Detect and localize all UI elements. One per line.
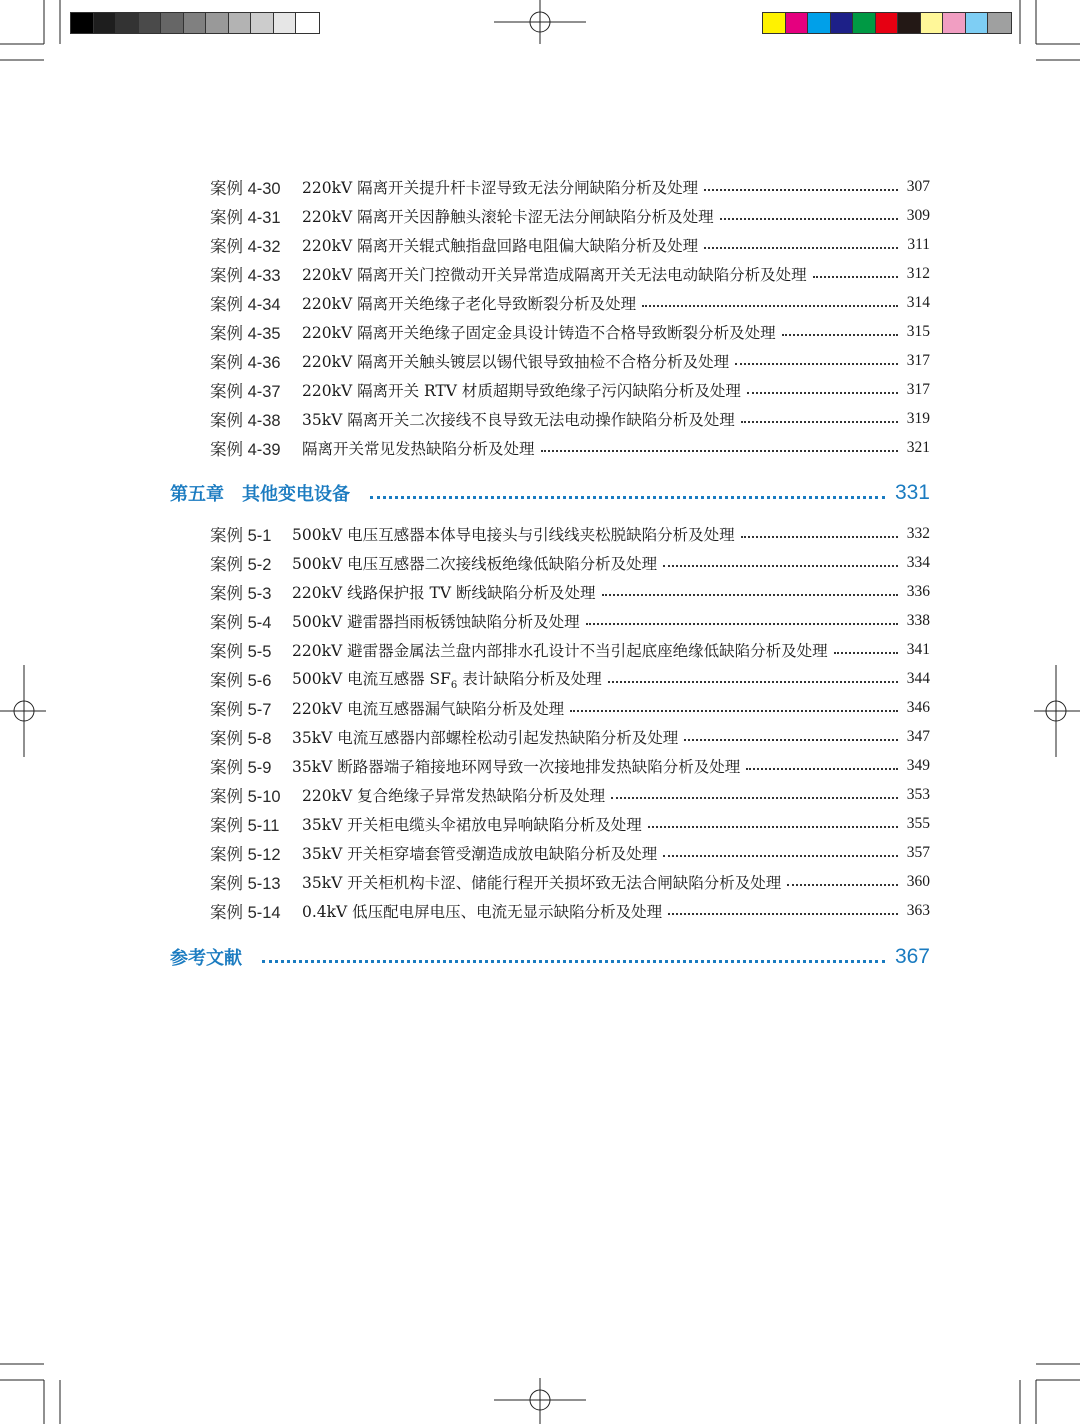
- case-number: 案例 5-9: [210, 759, 272, 777]
- page-number: 311: [907, 236, 930, 253]
- references-title: 参考文献: [170, 948, 242, 969]
- dot-leader: [586, 623, 898, 625]
- case-number: 案例 5-7: [210, 701, 272, 719]
- toc-entry[interactable]: [210, 638, 930, 662]
- toc-entry[interactable]: [210, 841, 930, 865]
- toc-entry[interactable]: [210, 349, 930, 373]
- page-number: 309: [906, 207, 930, 224]
- case-title: 35kV 电流互感器内部螺栓松动引起发热缺陷分析及处理: [292, 729, 679, 747]
- page-number: 317: [906, 352, 930, 369]
- toc-entry[interactable]: [210, 580, 930, 604]
- case-title: 220kV 隔离开关触头镀层以锡代银导致抽检不合格分析及处理: [302, 353, 730, 371]
- toc-entry[interactable]: [210, 696, 930, 720]
- case-title: 500kV 电压互感器二次接线板绝缘低缺陷分析及处理: [292, 555, 658, 573]
- case-number: 案例 4-33: [210, 267, 281, 285]
- dot-leader: [747, 392, 898, 394]
- case-title: [292, 667, 602, 691]
- case-number: 案例 5-10: [210, 788, 281, 806]
- dot-leader: [746, 768, 898, 770]
- page-number: 321: [906, 439, 930, 456]
- dot-leader: [704, 247, 898, 249]
- dot-leader: [668, 913, 898, 915]
- registration-mark-left: [0, 665, 46, 757]
- case-title: 220kV 隔离开关绝缘子固定金具设计铸造不合格导致断裂分析及处理: [302, 324, 776, 342]
- chapter-heading[interactable]: [170, 478, 930, 508]
- page-number: 312: [906, 265, 930, 282]
- chapter-page-number: 331: [894, 481, 930, 504]
- case-title: 35kV 断路器端子箱接地环网导致一次接地排发热缺陷分析及处理: [292, 758, 741, 776]
- page-number: 344: [906, 670, 930, 687]
- case-number: 案例 4-31: [210, 209, 281, 227]
- case-title: 220kV 隔离开关提升杆卡涩导致无法分闸缺陷分析及处理: [302, 179, 699, 197]
- dot-leader: [608, 681, 898, 683]
- page-number: 353: [906, 786, 930, 803]
- toc-entry[interactable]: [210, 175, 930, 199]
- case-number: 案例 5-13: [210, 875, 281, 893]
- page-number: 349: [906, 757, 930, 774]
- case-title: 35kV 隔离开关二次接线不良导致无法电动操作缺陷分析及处理: [302, 411, 735, 429]
- toc-entry[interactable]: [210, 291, 930, 315]
- page-number: 346: [906, 699, 930, 716]
- case-title: 220kV 隔离开关因静触头滚轮卡涩无法分闸缺陷分析及处理: [302, 208, 714, 226]
- dot-leader: [735, 363, 898, 365]
- case-title-part: 500kV 电流互感器 SF: [292, 669, 451, 688]
- toc-entry[interactable]: [210, 320, 930, 344]
- registration-mark-right: [1034, 665, 1080, 757]
- dot-leader: [648, 826, 898, 828]
- dot-leader: [541, 450, 898, 452]
- subscript: 6: [450, 680, 458, 692]
- case-number: 案例 5-3: [210, 585, 272, 603]
- case-number: 案例 4-32: [210, 238, 281, 256]
- case-title: 35kV 开关柜电缆头伞裙放电异响缺陷分析及处理: [302, 816, 642, 834]
- toc-entry[interactable]: [210, 407, 930, 431]
- references-page-number: 367: [894, 945, 930, 968]
- dot-leader: [684, 739, 898, 741]
- page-number: 315: [906, 323, 930, 340]
- dot-leader: [370, 496, 885, 499]
- toc-entry[interactable]: [210, 812, 930, 836]
- case-number: 案例 5-5: [210, 643, 272, 661]
- case-title: 0.4kV 低压配电屏电压、电流无显示缺陷分析及处理: [302, 903, 663, 921]
- dot-leader: [720, 218, 898, 220]
- registration-mark-bottom: [494, 1378, 586, 1424]
- page-number: 363: [906, 902, 930, 919]
- case-title: 220kV 隔离开关门控微动开关异常造成隔离开关无法电动缺陷分析及处理: [302, 266, 807, 284]
- dot-leader: [642, 305, 898, 307]
- case-title: 500kV 电压互感器本体导电接头与引线线夹松脱缺陷分析及处理: [292, 526, 735, 544]
- page-number: 360: [906, 873, 930, 890]
- case-number: 案例 5-2: [210, 556, 272, 574]
- case-title: 35kV 开关柜穿墙套管受潮造成放电缺陷分析及处理: [302, 845, 658, 863]
- dot-leader: [611, 797, 898, 799]
- toc-entry[interactable]: [210, 754, 930, 778]
- case-title: 220kV 电流互感器漏气缺陷分析及处理: [292, 700, 565, 718]
- page-number: 319: [906, 410, 930, 427]
- case-number: 案例 5-8: [210, 730, 272, 748]
- toc-entry[interactable]: [210, 899, 930, 923]
- case-title: 220kV 复合绝缘子异常发热缺陷分析及处理: [302, 787, 606, 805]
- page-number: 341: [906, 641, 930, 658]
- case-number: 案例 5-11: [210, 817, 280, 835]
- dot-leader: [663, 565, 898, 567]
- toc-entry[interactable]: [210, 522, 930, 546]
- dot-leader: [787, 884, 898, 886]
- dot-leader: [834, 652, 898, 654]
- page-number: 336: [906, 583, 930, 600]
- case-number: 案例 4-35: [210, 325, 281, 343]
- case-number: 案例 5-4: [210, 614, 272, 632]
- case-title: 500kV 避雷器挡雨板锈蚀缺陷分析及处理: [292, 613, 580, 631]
- page-number: 317: [906, 381, 930, 398]
- page-number: 334: [906, 554, 930, 571]
- toc-entry[interactable]: [210, 609, 930, 633]
- dot-leader: [704, 189, 898, 191]
- toc-entry[interactable]: [210, 204, 930, 228]
- case-number: 案例 5-12: [210, 846, 281, 864]
- case-title: 220kV 隔离开关绝缘子老化导致断裂分析及处理: [302, 295, 637, 313]
- case-title: 35kV 开关柜机构卡涩、储能行程开关损坏致无法合闸缺陷分析及处理: [302, 874, 782, 892]
- case-title: 220kV 避雷器金属法兰盘内部排水孔设计不当引起底座绝缘低缺陷分析及处理: [292, 642, 828, 660]
- dot-leader: [570, 710, 898, 712]
- case-title: 220kV 线路保护报 TV 断线缺陷分析及处理: [292, 584, 596, 602]
- chapter-title: 第五章 其他变电设备: [170, 484, 350, 505]
- page-number: 332: [906, 525, 930, 542]
- case-number: 案例 4-38: [210, 412, 281, 430]
- toc-entry[interactable]: [210, 870, 930, 894]
- case-number: 案例 4-34: [210, 296, 281, 314]
- case-title: 220kV 隔离开关辊式触指盘回路电阻偏大缺陷分析及处理: [302, 237, 699, 255]
- toc-entry[interactable]: [210, 783, 930, 807]
- page-number: 338: [906, 612, 930, 629]
- dot-leader: [741, 421, 898, 423]
- dot-leader: [813, 276, 898, 278]
- toc-entry[interactable]: [210, 233, 930, 257]
- references-heading[interactable]: [170, 942, 930, 972]
- case-number: 案例 5-1: [210, 527, 272, 545]
- case-number: 案例 4-37: [210, 383, 281, 401]
- toc-entry[interactable]: [210, 725, 930, 749]
- case-number: 案例 4-30: [210, 180, 281, 198]
- page-number: 314: [906, 294, 930, 311]
- case-title-part: 表计缺陷分析及处理: [457, 669, 602, 688]
- case-title: 隔离开关常见发热缺陷分析及处理: [302, 440, 535, 458]
- page-number: 347: [906, 728, 930, 745]
- case-number: 案例 5-14: [210, 904, 281, 922]
- case-number: 案例 4-39: [210, 441, 281, 459]
- case-number: 案例 4-36: [210, 354, 281, 372]
- toc-entry[interactable]: [210, 667, 930, 691]
- toc-entry[interactable]: [210, 551, 930, 575]
- dot-leader: [262, 960, 885, 963]
- dot-leader: [602, 594, 899, 596]
- case-number: 案例 5-6: [210, 672, 272, 690]
- page-number: 355: [906, 815, 930, 832]
- dot-leader: [741, 536, 898, 538]
- page-number: 307: [906, 178, 930, 195]
- case-title: 220kV 隔离开关 RTV 材质超期导致绝缘子污闪缺陷分析及处理: [302, 382, 741, 400]
- page-number: 357: [906, 844, 930, 861]
- dot-leader: [663, 855, 898, 857]
- toc-entry[interactable]: [210, 378, 930, 402]
- dot-leader: [782, 334, 898, 336]
- registration-mark-top: [494, 0, 586, 44]
- toc-entry[interactable]: [210, 262, 930, 286]
- toc-entry[interactable]: [210, 436, 930, 460]
